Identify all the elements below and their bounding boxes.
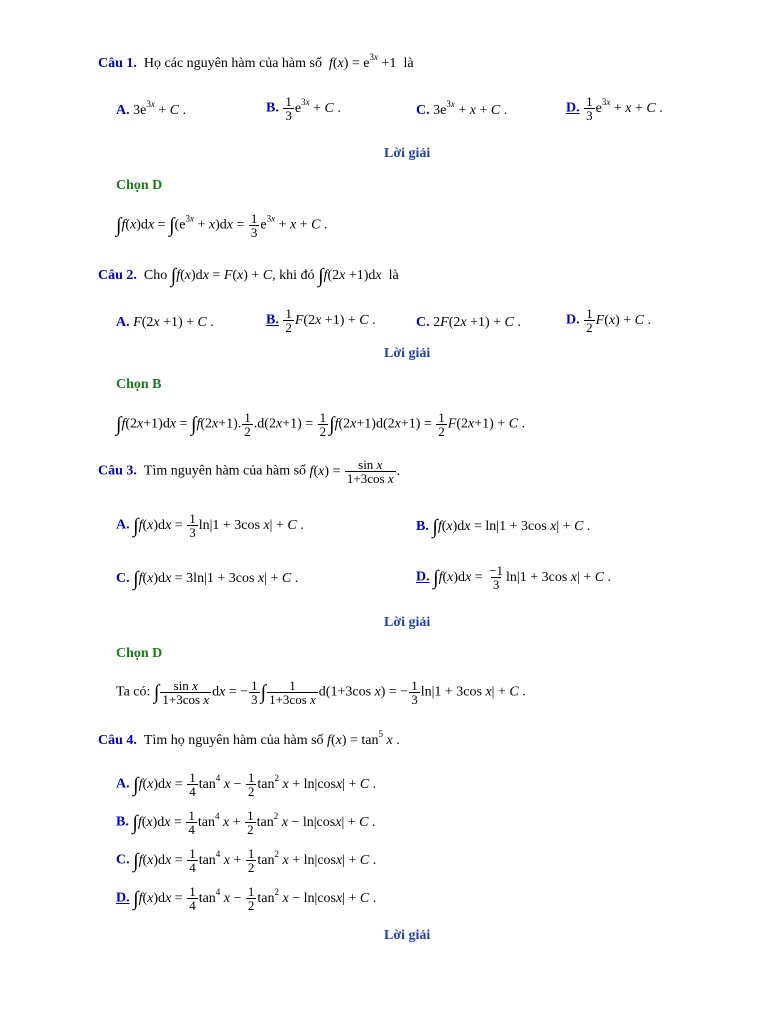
question-label: Câu 1. xyxy=(98,56,137,71)
question-text: Tìm nguyên hàm của hàm số xyxy=(143,463,307,479)
question-text: Cho xyxy=(143,268,168,283)
option-label: B. xyxy=(116,814,129,830)
question-label: Câu 2. xyxy=(98,268,137,283)
option-b[interactable] xyxy=(266,307,376,334)
question-4-stem xyxy=(98,729,400,749)
option-d[interactable] xyxy=(566,307,651,334)
solution-work: ∫f(2x+1)dx = ∫f(2x+1). $\frac{1}{2}$ .d(2x+1) = $\frac{1}{2}$ ∫f(2x+1)d(2x+1) = $\frac{1}{2}$ F(2x+1) + C . xyxy=(116,410,526,439)
solution-work: Ta có: ∫ $\frac{\text{sin x}}{\text{1+3cos x}}$ dx = − $\frac{1}{3}$ ∫ $\frac{1}{\text{1+3cos x}}$ d(1+3cos x) = − $\frac{1}{3}$ ln|1 + 3cos x| + C . xyxy=(116,678,526,707)
question-2-stem xyxy=(98,265,399,287)
option-label: B. xyxy=(266,100,279,116)
chosen-answer: Chọn D xyxy=(116,178,163,193)
option-b[interactable] xyxy=(416,516,591,538)
solution-title: Lời giải xyxy=(384,146,431,161)
question-text: Họ các nguyên hàm của hàm số xyxy=(143,56,322,71)
option-math: ∫f(x)dx = $\frac{-1}{3}$ ln|1 + 3cos x| + C . xyxy=(433,563,612,592)
option-label: C. xyxy=(116,571,130,586)
math-expression: f(x) = $\frac{\text{sin x}}{\text{1+3cos x}}$ . xyxy=(309,457,401,486)
option-label: B. xyxy=(416,519,429,534)
option-math: $\frac{1}{2}$ F(2x +1) + C . xyxy=(285,306,376,335)
option-b[interactable] xyxy=(266,95,341,122)
option-label: A. xyxy=(116,315,130,330)
math-expression: ∫f(2x +1)dx xyxy=(318,265,382,287)
option-a[interactable] xyxy=(116,315,214,331)
solution-title: Lời giải xyxy=(384,346,431,361)
option-math: ∫f(x)dx = $\frac{1}{4}$ $\tan^4 x$ + $\frac{1}{2}$ $\tan^2 x - \ln|\cos x| + C$ . xyxy=(132,808,376,837)
solution-work: $\int f(x)dx = \int(e^{3x} + x)dx$ = $\frac{1}{3}$ $e^{3x} + x + C$ . xyxy=(116,211,328,240)
math-expression: $f(x) = e^{3x} +1$ xyxy=(328,52,397,71)
option-label: C. xyxy=(416,103,430,118)
question-tail: là xyxy=(403,56,414,71)
solution-title: Lời giải xyxy=(384,928,431,943)
option-math: ∫f(x)dx = $\frac{1}{4}$ $\tan^4 x$ + $\frac{1}{2}$ $\tan^2 x + \ln|\cos x| + C$ . xyxy=(133,846,377,875)
option-d[interactable] xyxy=(416,564,611,591)
option-c[interactable] xyxy=(116,847,376,874)
question-tail: là xyxy=(388,268,399,283)
option-label: D. xyxy=(566,100,580,116)
option-label: D. xyxy=(116,890,130,906)
option-label: D. xyxy=(416,569,430,585)
option-math: $3e^{3x} + C$ . xyxy=(133,99,187,118)
chosen-answer: Chọn D xyxy=(116,646,163,661)
option-math: ∫f(x)dx = $\frac{1}{3}$ ln|1 + 3cos x| + C . xyxy=(133,511,304,540)
option-math: 2F(2x +1) + C . xyxy=(433,315,521,330)
option-a[interactable] xyxy=(116,512,304,539)
question-1-stem xyxy=(98,52,414,72)
chosen-answer: Chọn B xyxy=(116,377,162,392)
option-c[interactable] xyxy=(116,568,299,590)
option-a[interactable] xyxy=(116,771,376,798)
option-c[interactable] xyxy=(416,315,521,331)
option-math: $3e^{3x} + x + C$ . xyxy=(433,99,508,118)
option-label: A. xyxy=(116,103,130,118)
option-math: $\frac{1}{3}$ $e^{3x} + C$ . xyxy=(285,94,341,123)
option-c[interactable] xyxy=(416,99,508,119)
option-d[interactable] xyxy=(566,95,663,122)
option-label: C. xyxy=(416,315,430,330)
math-expression: $f(x) = \tan^5 x$ . xyxy=(327,729,400,748)
question-3-stem xyxy=(98,458,400,485)
option-label: A. xyxy=(116,517,130,533)
question-label: Câu 4. xyxy=(98,733,137,748)
math-expression: ∫f(x)dx = F(x) + C xyxy=(170,265,273,287)
option-math: ∫f(x)dx = 3ln|1 + 3cos x| + C . xyxy=(133,568,299,590)
solution-title: Lời giải xyxy=(384,615,431,630)
option-label: A. xyxy=(116,776,130,792)
option-b[interactable] xyxy=(116,809,375,836)
option-a[interactable] xyxy=(116,99,187,119)
question-text: , khi đó xyxy=(272,268,315,283)
option-math: ∫f(x)dx = $\frac{1}{4}$ $\tan^4 x$ − $\frac{1}{2}$ $\tan^2 x + \ln|\cos x| + C$ . xyxy=(133,770,377,799)
question-text: Tìm họ nguyên hàm của hàm số xyxy=(143,733,324,748)
option-label: D. xyxy=(566,312,580,328)
solution-prefix: Ta có: xyxy=(116,684,151,700)
option-math: ∫f(x)dx = $\frac{1}{4}$ $\tan^4 x$ − $\frac{1}{2}$ $\tan^2 x - \ln|\cos x| + C$ . xyxy=(133,884,377,913)
question-label: Câu 3. xyxy=(98,463,137,479)
option-math: ∫f(x)dx = ln|1 + 3cos x| + C . xyxy=(432,516,591,538)
option-label: C. xyxy=(116,852,130,868)
option-d[interactable] xyxy=(116,885,376,912)
option-math: $\frac{1}{3}$ $e^{3x} + x + C$ . xyxy=(586,94,663,123)
option-math: $\frac{1}{2}$ F(x) + C . xyxy=(586,306,651,335)
option-math: F(2x +1) + C . xyxy=(133,315,214,330)
option-label: B. xyxy=(266,312,279,328)
